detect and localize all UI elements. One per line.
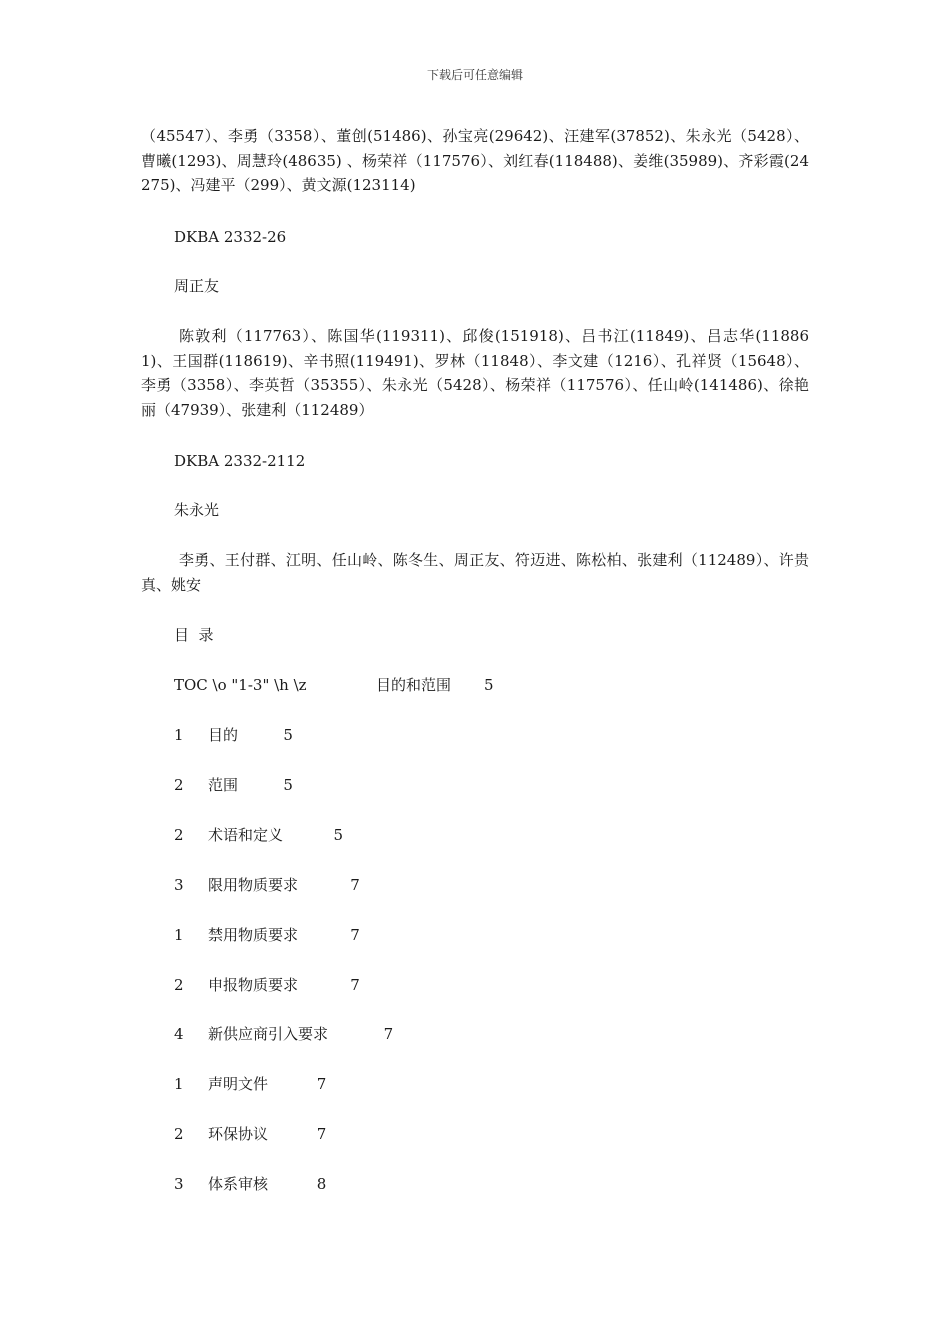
owner-name-1: 周正友 <box>174 277 220 295</box>
toc-entry-number: 2 <box>174 825 184 844</box>
toc-entry-number: 2 <box>174 775 184 794</box>
toc-entry-page: 5 <box>283 726 293 744</box>
toc-entry-page: 7 <box>350 925 360 944</box>
toc-entry[interactable] <box>174 1024 474 1044</box>
toc-entry[interactable] <box>174 1174 474 1194</box>
toc-entry-title: 术语和定义 <box>208 825 284 844</box>
toc-entry-title: 目的 <box>208 726 239 744</box>
toc-entry-title: 环保协议 <box>208 1125 269 1144</box>
toc-entry-number: 3 <box>174 875 184 894</box>
toc-entry-title: 新供应商引入要求 <box>208 1025 329 1044</box>
reviewer-list-3: 李勇、王付群、江明、任山岭、陈冬生、周正友、符迈进、陈松柏、张建利（112489）、许贵真、姚安 <box>141 551 809 594</box>
toc-entry-number: 1 <box>174 1075 184 1094</box>
toc-entry-number: 2 <box>174 1125 184 1144</box>
toc-entry-title: 限用物质要求 <box>208 875 299 894</box>
toc-entry-number: 2 <box>174 975 184 994</box>
toc-entry[interactable] <box>174 975 474 995</box>
toc-entry-page: 7 <box>383 1025 394 1044</box>
toc-entry-number: 1 <box>174 726 184 744</box>
toc-entry-page: 7 <box>350 975 360 994</box>
toc-entry-title: 禁用物质要求 <box>208 925 299 944</box>
toc-entry-title: 声明文件 <box>208 1075 269 1094</box>
toc-entry[interactable] <box>174 1074 474 1094</box>
toc-entry-title: 体系审核 <box>208 1175 269 1194</box>
toc-heading: 目 录 <box>174 626 214 644</box>
toc-entry-title: 目的和范围 <box>376 676 452 694</box>
toc-entry-page: 5 <box>484 676 494 694</box>
toc-entry-page: 8 <box>316 1175 327 1194</box>
doc-id-1: DKBA 2332-26 <box>174 228 287 246</box>
toc-field-code: TOC \o "1-3" \h \z <box>174 676 307 694</box>
page-header: 下载后可任意编辑 <box>426 68 523 82</box>
toc-entry-title: 范围 <box>208 775 239 794</box>
reviewer-list-2: 陈敦利（117763）、陈国华(119311)、邱俊(151918)、吕书江(11849)、吕志华(118861)、王国群(118619)、辛书照(119491)、罗林（11848）、李文建（1216）、孔祥贤（15648）、李勇（3358）、李英哲（35355）、朱永光（5428）、杨荣祥（117576）、任山岭(141486)、徐艳丽（47939）、张建利（112489） <box>141 327 809 419</box>
toc-entry-title: 申报物质要求 <box>208 975 299 994</box>
toc-entry-page: 7 <box>350 875 360 894</box>
toc-entry-page: 7 <box>316 1075 327 1094</box>
toc-entry-page: 5 <box>283 775 293 794</box>
reviewer-list-1: （45547）、李勇（3358）、董创(51486)、孙宝亮(29642)、汪建军(37852)、朱永光（5428）、曹曦(1293)、周慧玲(48635) 、杨荣祥（117576）、刘红春(118488)、姜维(35989)、齐彩霞(24275)、冯建平（299）、黄文源(123114) <box>141 127 809 194</box>
owner-name-2: 朱永光 <box>174 501 220 519</box>
toc-first-entry[interactable] <box>174 675 594 695</box>
toc-entry[interactable] <box>174 1124 474 1144</box>
toc-entry[interactable] <box>174 825 474 845</box>
toc-entry[interactable] <box>174 875 474 895</box>
toc-entry-number: 1 <box>174 925 184 944</box>
toc-entry-page: 7 <box>316 1125 327 1144</box>
toc-entry[interactable] <box>174 925 474 945</box>
toc-entry-number: 4 <box>174 1025 184 1044</box>
toc-entry[interactable] <box>174 775 474 795</box>
doc-id-2: DKBA 2332-2112 <box>174 452 306 470</box>
toc-entry-page: 5 <box>333 825 344 844</box>
toc-entry[interactable] <box>174 725 474 745</box>
toc-entry-number: 3 <box>174 1175 184 1194</box>
